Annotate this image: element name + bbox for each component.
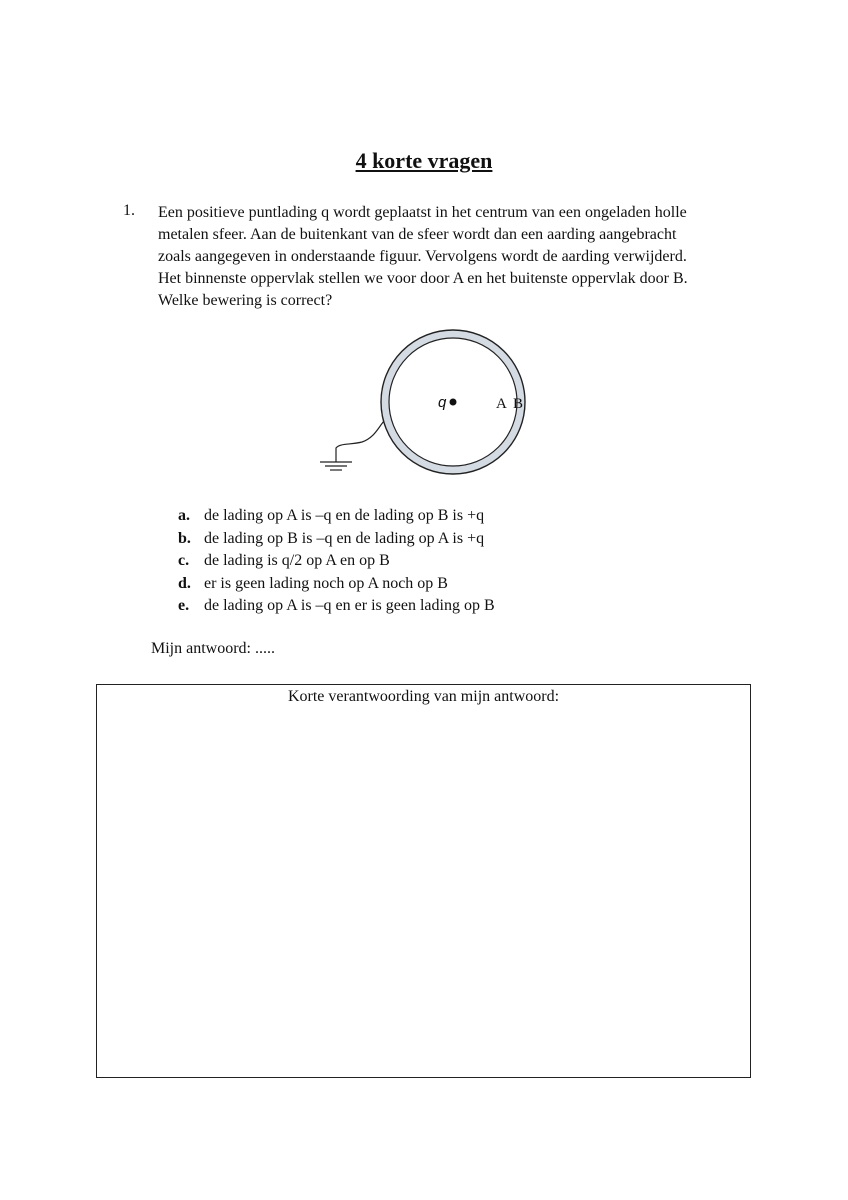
label-a: A	[496, 396, 507, 412]
ground-icon	[320, 462, 352, 470]
option-letter: b.	[178, 529, 191, 547]
ground-wire	[336, 421, 384, 462]
question-number: 1.	[123, 202, 135, 219]
question-text	[158, 202, 758, 312]
question-line: Het binnenste oppervlak stellen we voor door A en het buitenste oppervlak door B.	[158, 270, 688, 287]
option-b	[178, 528, 495, 551]
page-title: 4 korte vragen	[355, 148, 493, 173]
option-text: er is geen lading noch op A noch op B	[204, 574, 448, 592]
point-charge-dot	[450, 399, 457, 406]
option-letter: c.	[178, 552, 190, 569]
label-b: B	[513, 396, 524, 412]
question-line: Welke bewering is correct?	[158, 292, 333, 309]
question-line: metalen sfeer. Aan de buitenkant van de sfeer wordt dan een aarding aangebracht	[158, 226, 677, 243]
option-text: de lading op B is –q en de lading op A is +q	[204, 529, 485, 547]
question-line: zoals aangegeven in onderstaande figuur. Vervolgens wordt de aarding verwijderd.	[158, 248, 687, 265]
option-text: de lading op A is –q en er is geen lading op B	[204, 597, 495, 614]
option-text: de lading op A is –q en de lading op B is +q	[204, 507, 485, 524]
option-c	[178, 550, 495, 573]
option-letter: d.	[178, 574, 191, 592]
option-text: de lading is q/2 op A en op B	[204, 552, 390, 569]
question-line: Een positieve puntlading q wordt geplaatst in het centrum van een ongeladen holle	[158, 204, 687, 221]
justification-box-title: Korte verantwoording van mijn antwoord:	[287, 688, 560, 705]
charge-label: q	[438, 394, 447, 411]
option-letter: e.	[178, 597, 190, 614]
sphere-figure	[310, 328, 540, 478]
answer-options	[178, 505, 495, 618]
option-a	[178, 505, 495, 528]
option-e	[178, 595, 495, 618]
option-d	[178, 573, 495, 596]
answer-line: Mijn antwoord: .....	[151, 640, 275, 657]
justification-box[interactable]	[96, 684, 751, 1078]
option-letter: a.	[178, 507, 190, 524]
